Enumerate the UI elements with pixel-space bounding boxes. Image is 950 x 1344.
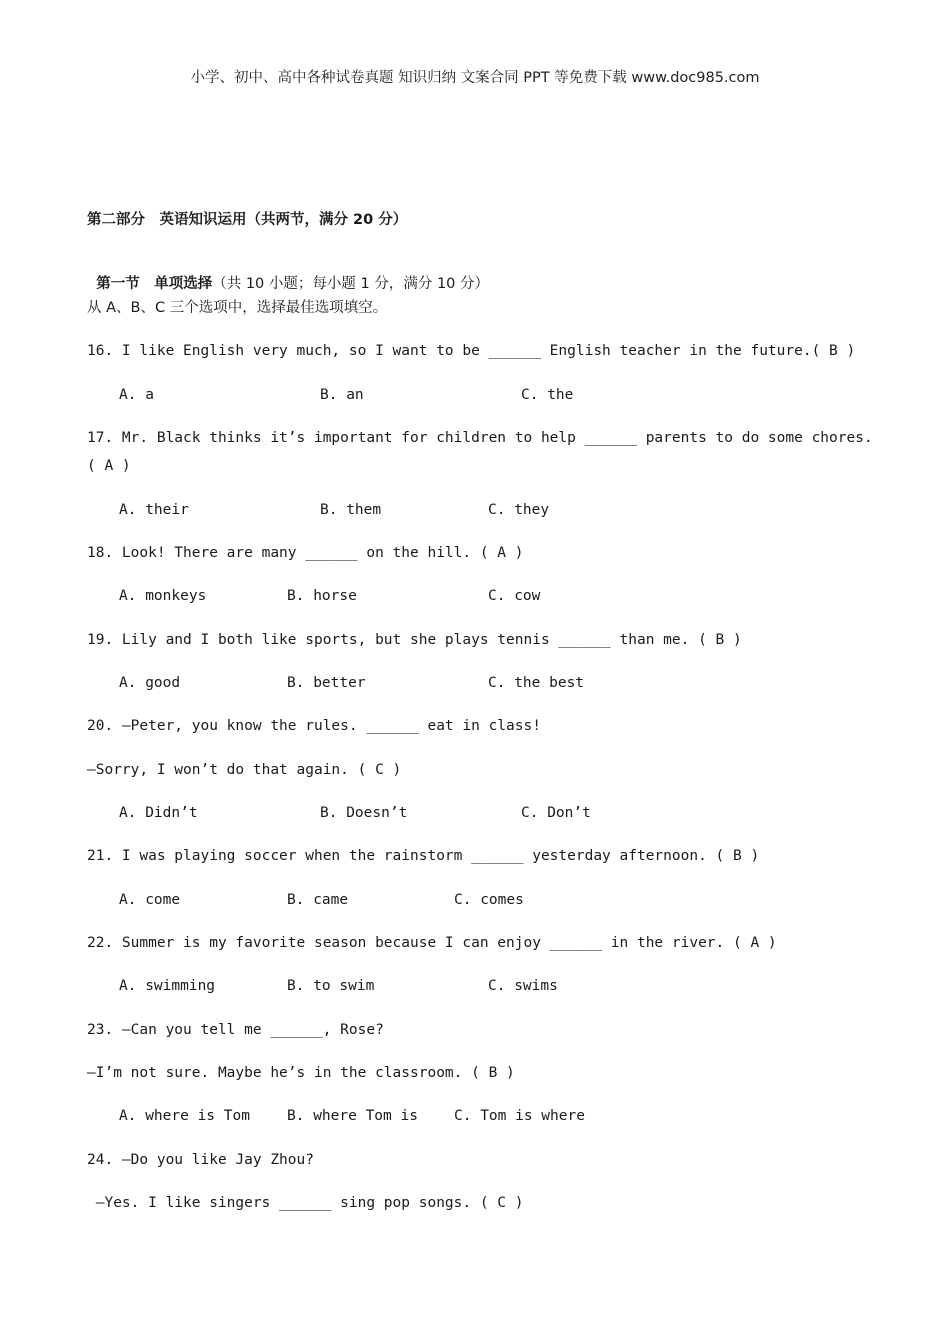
question-stem: 23. —Can you tell me ______, Rose? [87, 1022, 384, 1038]
option-b: B. where Tom is [287, 1108, 418, 1124]
option-c: C. swims [488, 978, 558, 994]
question-stem: 18. Look! There are many ______ on the hill. ( A ) [87, 545, 524, 561]
option-b: B. better [287, 675, 366, 691]
option-a: A. good [119, 675, 181, 691]
question-stem: 16. I like English very much, so I want to be ______ English teacher in the future.( B ) [87, 343, 856, 359]
option-a: A. come [119, 892, 181, 908]
section-note: （共 10 小题；每小题 1 分，满分 10 分） [212, 276, 489, 292]
option-c: C. they [488, 502, 550, 518]
option-a: A. where is Tom [119, 1108, 250, 1124]
page-header: 小学、初中、高中各种试卷真题 知识归纳 文案合同 PPT 等免费下载 www.doc985.com [190, 70, 760, 86]
option-c: C. cow [488, 588, 541, 604]
option-b: B. came [287, 892, 349, 908]
question-stem: 20. —Peter, you know the rules. ______ eat in class! [87, 718, 541, 734]
question-reply: —Sorry, I won’t do that again. ( C ) [87, 762, 402, 778]
question-stem: 22. Summer is my favorite season because I can enjoy ______ in the river. ( A ) [87, 935, 777, 951]
option-b: B. Doesn’t [320, 805, 408, 821]
question-stem: 21. I was playing soccer when the rainstorm ______ yesterday afternoon. ( B ) [87, 848, 760, 864]
option-b: B. them [320, 502, 382, 518]
option-a: A. their [119, 502, 189, 518]
option-a: A. Didn’t [119, 805, 198, 821]
option-b: B. an [320, 387, 364, 403]
option-c: C. the [521, 387, 574, 403]
option-b: B. horse [287, 588, 357, 604]
option-a: A. swimming [119, 978, 216, 994]
option-c: C. comes [454, 892, 524, 908]
option-a: A. monkeys [119, 588, 207, 604]
question-stem: 24. —Do you like Jay Zhou? [87, 1152, 314, 1168]
option-c: C. Tom is where [454, 1108, 585, 1124]
question-stem: 17. Mr. Black thinks it’s important for children to help ______ parents to do some chores. [87, 430, 873, 446]
part-title: 第二部分 英语知识运用（共两节，满分 20 分） [87, 212, 408, 228]
section-title-row [87, 254, 489, 294]
option-b: B. to swim [287, 978, 375, 994]
option-c: C. the best [488, 675, 585, 691]
option-c: C. Don’t [521, 805, 591, 821]
option-a: A. a [119, 387, 154, 403]
question-stem: 19. Lily and I both like sports, but she plays tennis ______ than me. ( B ) [87, 632, 742, 648]
question-reply: —I’m not sure. Maybe he’s in the classroom. ( B ) [87, 1065, 515, 1081]
question-reply: —Yes. I like singers ______ sing pop songs. ( C ) [87, 1195, 524, 1211]
question-answer: ( A ) [87, 458, 131, 474]
instruction-text: 从 A、B、C 三个选项中，选择最佳选项填空。 [87, 300, 388, 316]
section-title: 第一节 单项选择 [96, 276, 213, 292]
